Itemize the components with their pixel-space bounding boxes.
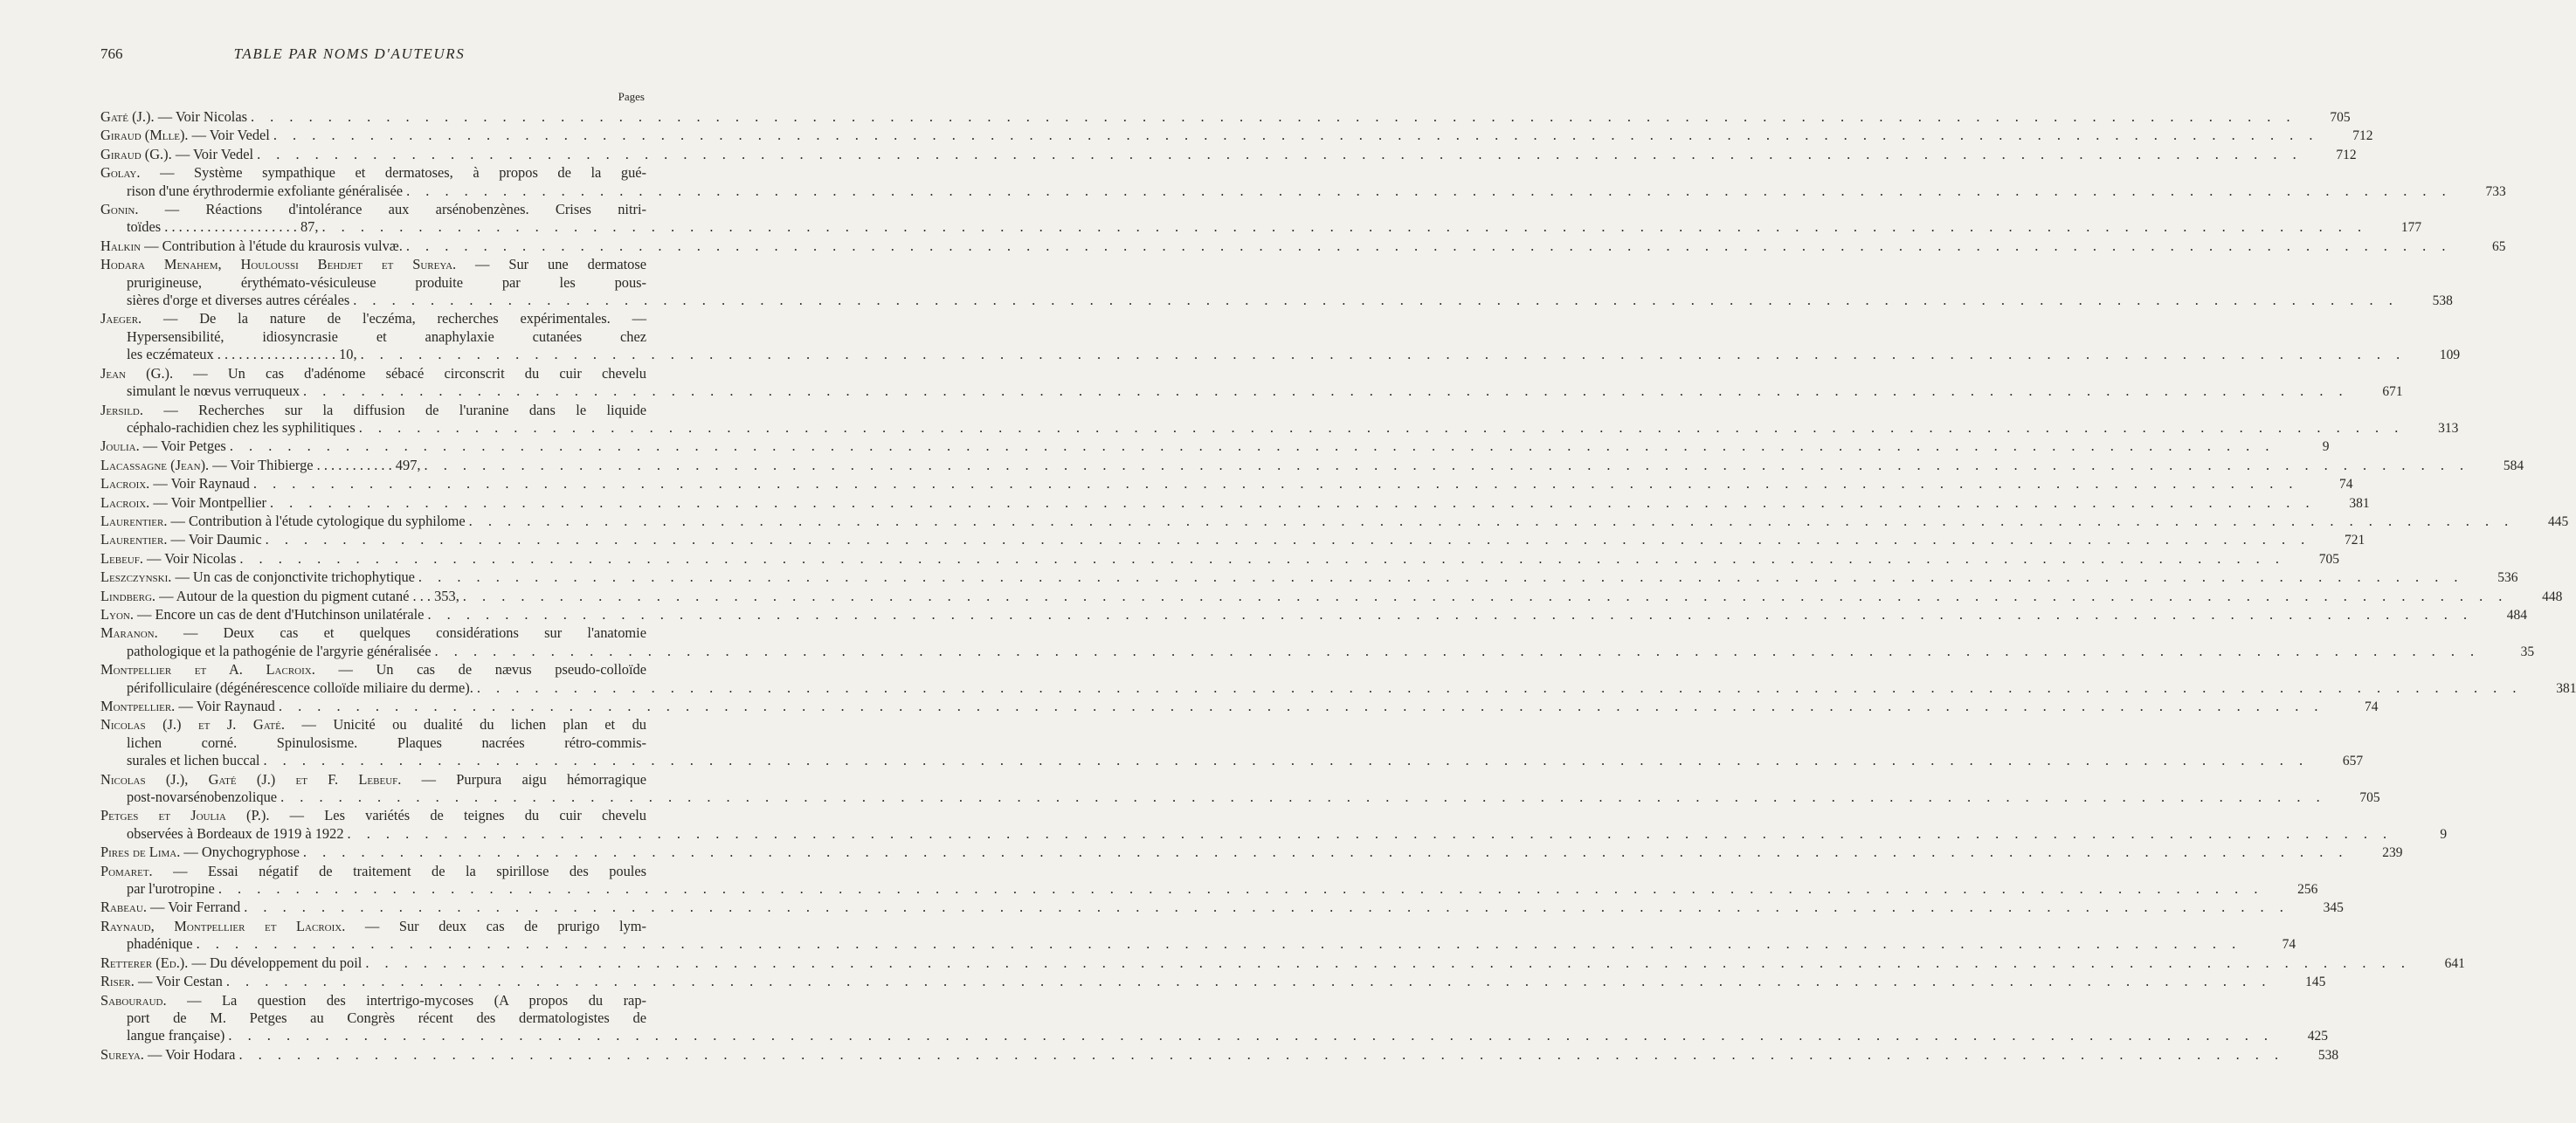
pages-column-label: Pages: [618, 90, 645, 103]
index-entry: [100, 587, 2563, 606]
page-reference: 448: [2542, 589, 2563, 604]
page-reference: 256: [2297, 882, 2318, 898]
entry-text: Laurentier. — Voir Daumic: [100, 531, 262, 548]
index-entry: [100, 973, 2326, 991]
dot-leaders: [365, 954, 2411, 972]
dot-leaders: [239, 550, 2285, 568]
dot-leaders: [280, 789, 2326, 806]
page-reference: 74: [2282, 937, 2296, 953]
page-reference: 74: [2364, 699, 2379, 714]
page-reference: 536: [2497, 570, 2518, 586]
author-name: Pires de Lima.: [100, 844, 181, 861]
dot-leaders: [218, 880, 2264, 898]
dot-leaders: [477, 679, 2523, 697]
entry-continuation-line: [100, 292, 2453, 310]
dot-leaders: [427, 606, 2473, 624]
entry-text: Leszczynski. — Un cas de conjonctivite trichophytique: [100, 568, 415, 586]
entry-text: Gaté (J.). — Voir Nicolas: [100, 108, 247, 125]
entry-text: Nicolas (J.), Gaté (J.) et F. Lebeuf. — Purpura aigu hémorragique: [100, 770, 646, 788]
entry-first-line: [100, 954, 2465, 973]
entry-first-line: [100, 624, 646, 642]
entry-first-line: [100, 531, 2365, 549]
entry-text: Riser. — Voir Cestan: [100, 973, 223, 990]
index-entry: [100, 531, 2365, 549]
entry-continuation-line: [100, 182, 2506, 201]
entry-text: prurigineuse, érythémato-vésiculeuse produite par les pous-: [127, 273, 646, 291]
index-entry: [100, 456, 2524, 475]
index-entry: [100, 844, 2403, 862]
entry-text: toïdes . . . . . . . . . . . . . . . . . . . 87,: [127, 218, 319, 236]
dot-leaders: [425, 457, 2470, 474]
entry-continuation-line: [100, 1027, 2328, 1045]
dot-leaders: [257, 146, 2303, 163]
entry-text: périfolliculaire (dégénérescence colloïde miliaire du derme).: [127, 679, 473, 696]
entry-continuation-line: [100, 382, 2403, 401]
dot-leaders: [361, 346, 2407, 363]
index-entry: [100, 568, 2518, 587]
index-entry: [100, 475, 2353, 493]
entry-text: Jaeger. — De la nature de l'eczéma, recherches expérimentales. —: [100, 310, 646, 327]
index-entry: [100, 1045, 2339, 1064]
dot-leaders: [244, 899, 2289, 916]
author-name: Riser.: [100, 973, 135, 990]
author-name: Laurentier.: [100, 512, 168, 529]
entry-first-line: [100, 661, 646, 679]
index-entry: [100, 698, 2379, 716]
page-reference: 345: [2323, 900, 2344, 916]
page-reference: 712: [2336, 147, 2357, 162]
entry-first-line: [100, 365, 646, 382]
page-reference: 381: [2349, 495, 2370, 511]
author-name: Lacassagne (Jean).: [100, 456, 210, 473]
author-name: Raynaud, Montpellier et Lacroix.: [100, 917, 346, 934]
dot-leaders: [230, 437, 2276, 455]
index-entry: [100, 364, 2403, 402]
entry-text: phadénique: [127, 935, 193, 953]
entry-continuation-line: [100, 752, 2364, 770]
page-header: [100, 45, 598, 68]
author-name: Petges et Joulia (P.).: [100, 807, 270, 824]
page-reference: 538: [2432, 293, 2453, 309]
author-name: Lacroix.: [100, 475, 150, 493]
entry-text: par l'urotropine: [127, 880, 215, 898]
entry-text: Jean (G.). — Un cas d'adénome sébacé circonscrit du cuir chevelu: [100, 364, 646, 382]
entry-text: Pires de Lima. — Onychogryphose: [100, 844, 300, 861]
index-entry: [100, 493, 2370, 513]
index-entry: [100, 917, 2296, 954]
entry-text: Laurentier. — Contribution à l'étude cytologique du syphilome: [100, 512, 466, 529]
index-entry: [100, 862, 2318, 899]
page-reference: 641: [2444, 955, 2465, 971]
page-reference: 721: [2345, 533, 2365, 548]
author-name: Joulia.: [100, 437, 140, 455]
page-reference: 381: [2556, 680, 2576, 696]
dot-leaders: [435, 643, 2481, 660]
page-reference: 705: [2330, 110, 2351, 125]
page-reference: 733: [2485, 183, 2506, 199]
dot-leaders: [251, 108, 2296, 126]
entry-text: lichen corné. Spinulosisme. Plaques nacrées rétro-commis-: [127, 734, 646, 751]
page-reference: 712: [2352, 128, 2373, 144]
entry-first-line: [100, 237, 2506, 256]
author-name: Golay.: [100, 164, 141, 182]
entry-text: Hodara Menahem, Houloussi Behdjet et Sureya. — Sur une dermatose: [100, 256, 646, 273]
entry-first-line: [100, 475, 2353, 493]
entry-first-line: [100, 549, 2339, 568]
author-name: Giraud (G.).: [100, 145, 172, 162]
author-name: Maranon.: [100, 624, 158, 642]
page-reference: 35: [2520, 644, 2535, 659]
author-name: Gaté (J.).: [100, 108, 155, 125]
entry-first-line: [100, 807, 646, 824]
entry-first-line: [100, 973, 2326, 991]
author-name: Retterer (Ed.).: [100, 954, 189, 971]
entry-continuation-line: [100, 789, 2380, 807]
entry-text: Rabeau. — Voir Ferrand: [100, 899, 241, 916]
entry-text: Gonin. — Réactions d'intolérance aux arsénobenzènes. Crises nitri-: [100, 201, 646, 218]
author-name: Halkin: [100, 237, 142, 254]
entry-first-line: [100, 201, 646, 218]
dot-leaders: [263, 752, 2309, 769]
entry-text: Giraud (G.). — Voir Vedel: [100, 145, 254, 162]
page-reference: 145: [2305, 975, 2326, 990]
entry-continuation-line: [100, 935, 2296, 954]
author-name: Rabeau.: [100, 899, 147, 916]
author-name: Montpellier et A. Lacroix.: [100, 661, 315, 679]
entry-text: Retterer (Ed.). — Du développement du poil: [100, 954, 363, 971]
page-reference: 65: [2491, 238, 2506, 254]
entry-first-line: [100, 771, 646, 789]
index-entry: [100, 770, 2380, 808]
entry-text: Raynaud, Montpellier et Lacroix. — Sur deux cas de prurigo lym-: [100, 917, 646, 934]
author-name: Lindberg.: [100, 587, 155, 604]
index-entry: [100, 127, 2373, 145]
index-entry: [100, 661, 2576, 698]
entry-first-line: [100, 716, 646, 734]
page-reference: 239: [2382, 845, 2403, 861]
index-entry: [100, 108, 2351, 127]
page-reference: 425: [2307, 1029, 2328, 1044]
entry-text: Hypersensibilité, idiosyncrasie et anaphylaxie cutanées chez: [127, 327, 646, 345]
dot-leaders: [418, 568, 2464, 586]
author-name: Giraud (Mlle).: [100, 127, 189, 144]
author-name: Lyon.: [100, 605, 134, 623]
author-name: Gonin.: [100, 201, 139, 218]
dot-leaders: [226, 973, 2272, 990]
entry-first-line: [100, 899, 2344, 917]
index-entry: [100, 807, 2448, 844]
entry-first-line: [100, 863, 646, 880]
index-entry: [100, 899, 2344, 917]
page-reference: 705: [2359, 790, 2380, 806]
author-name: Jean (G.).: [100, 364, 174, 382]
entry-continuation-line: [100, 328, 646, 346]
index-entry: [100, 624, 2535, 661]
entry-continuation-line: [100, 346, 2461, 364]
author-name: Sureya.: [100, 1045, 144, 1063]
entry-first-line: [100, 145, 2357, 164]
index-entry: [100, 164, 2506, 201]
entry-first-line: [100, 437, 2330, 456]
entry-text: Giraud (Mlle). — Voir Vedel: [100, 127, 270, 144]
dot-leaders: [406, 183, 2452, 200]
page-reference: 9: [2322, 439, 2330, 455]
dot-leaders: [463, 588, 2509, 605]
entry-text: Golay. — Système sympathique et dermatoses, à propos de la gué-: [100, 164, 646, 182]
entry-continuation-line: [100, 418, 2459, 437]
page-reference: 538: [2317, 1047, 2339, 1063]
entry-text: Lindberg. — Autour de la question du pigment cutané . . . 353,: [100, 587, 459, 604]
entry-text: sières d'orge et diverses autres céréales: [127, 292, 350, 309]
entry-first-line: [100, 605, 2528, 624]
entry-text: Petges et Joulia (P.). — Les variétés de teignes du cuir chevelu: [100, 807, 646, 824]
running-title: TABLE PAR NOMS D'AUTEURS: [233, 45, 466, 62]
page-reference: 177: [2400, 220, 2422, 236]
index-entry: [100, 401, 2459, 438]
dot-leaders: [469, 513, 2515, 530]
entry-first-line: [100, 493, 2370, 513]
entry-text: pathologique et la pathogénie de l'argyrie généralisée: [127, 642, 432, 659]
author-name: Nicolas (J.), Gaté (J.) et F. Lebeuf.: [100, 770, 402, 788]
index-entry: [100, 991, 2328, 1046]
entry-text: Nicolas (J.) et J. Gaté. — Unicité ou dualité du lichen plan et du: [100, 716, 647, 734]
author-index-list: [100, 108, 2576, 1064]
entry-first-line: [100, 918, 646, 935]
dot-leaders: [303, 382, 2349, 400]
entry-continuation-line: [100, 824, 2448, 844]
dot-leaders: [279, 698, 2324, 715]
entry-text: Jersild. — Recherches sur la diffusion de l'uranine dans le liquide: [100, 401, 646, 418]
entry-continuation-line: [100, 679, 2576, 698]
index-entry: [100, 716, 2364, 770]
index-entry: [100, 310, 2461, 364]
dot-leaders: [197, 935, 2242, 953]
entry-text: Lebeuf. — Voir Nicolas: [100, 549, 237, 567]
entry-text: Joulia. — Voir Petges: [100, 437, 226, 455]
entry-text: Montpellier et A. Lacroix. — Un cas de nævus pseudo-colloïde: [100, 661, 646, 679]
author-name: Leszczynski.: [100, 568, 172, 586]
entry-text: céphalo-rachidien chez les syphilitiques: [127, 418, 356, 436]
entry-text: port de M. Petges au Congrès récent des dermatologistes de: [127, 1009, 646, 1026]
index-entry: [100, 256, 2453, 310]
entry-text: Maranon. — Deux cas et quelques considérations sur l'anatomie: [100, 624, 646, 642]
author-name: Lacroix.: [100, 493, 150, 511]
index-entry: [100, 512, 2569, 531]
page-reference: 445: [2548, 513, 2569, 529]
entry-first-line: [100, 164, 646, 182]
entry-continuation-line: [100, 880, 2318, 899]
entry-text: Sabouraud. — La question des intertrigo-mycoses (A propos du rap-: [100, 991, 646, 1009]
entry-continuation-line: [100, 218, 2422, 237]
author-name: Pomaret.: [100, 862, 153, 879]
entry-first-line: [100, 456, 2524, 475]
author-name: Montpellier.: [100, 698, 176, 714]
author-name: Hodara Menahem, Houloussi Behdjet et Sureya.: [100, 256, 457, 273]
dot-leaders: [353, 292, 2399, 309]
entry-text: rison d'une érythrodermie exfoliante généralisée: [127, 182, 404, 199]
page-reference: 657: [2342, 754, 2364, 769]
dot-leaders: [238, 1046, 2284, 1064]
entry-first-line: [100, 992, 646, 1009]
entry-continuation-line: [100, 274, 646, 292]
index-entry: [100, 437, 2330, 456]
entry-text: Montpellier. — Voir Raynaud: [100, 698, 275, 714]
dot-leaders: [359, 419, 2405, 437]
index-entry: [100, 605, 2528, 624]
page-reference: 109: [2439, 348, 2461, 363]
dot-leaders: [270, 494, 2316, 512]
author-name: Laurentier.: [100, 531, 168, 548]
dot-leaders: [321, 218, 2367, 236]
entry-text: Pomaret. — Essai négatif de traitement de la spirillose des poules: [100, 862, 646, 879]
entry-first-line: [100, 402, 646, 419]
page-reference: 9: [2440, 826, 2448, 842]
entry-continuation-line: [100, 1009, 646, 1027]
entry-text: langue française): [127, 1027, 225, 1044]
entry-text: les eczémateux . . . . . . . . . . . . . . . . . 10,: [127, 346, 357, 363]
dot-leaders: [348, 825, 2393, 843]
entry-first-line: [100, 512, 2569, 531]
entry-first-line: [100, 844, 2403, 862]
entry-first-line: [100, 698, 2379, 716]
page-reference: 705: [2318, 551, 2339, 567]
entry-text: simulant le nœvus verruqueux: [127, 382, 300, 400]
page-reference: 671: [2382, 384, 2403, 400]
page-number: 766: [100, 45, 123, 62]
dot-leaders: [406, 238, 2452, 255]
author-name: Lebeuf.: [100, 549, 143, 567]
page-reference: 484: [2506, 607, 2528, 623]
index-entry: [100, 954, 2465, 973]
page-reference: 74: [2338, 477, 2353, 493]
entry-text: Halkin — Contribution à l'étude du kraurosis vulvæ.: [100, 237, 403, 254]
entry-text: Lacassagne (Jean). — Voir Thibierge . . . . . . . . . . . 497,: [100, 456, 421, 473]
entry-text: observées à Bordeaux de 1919 à 1922: [127, 824, 344, 842]
entry-first-line: [100, 568, 2518, 587]
index-entry: [100, 549, 2339, 568]
entry-first-line: [100, 310, 646, 327]
page-reference: 584: [2503, 458, 2524, 473]
entry-first-line: [100, 587, 2563, 606]
dot-leaders: [273, 127, 2319, 144]
entry-text: Lacroix. — Voir Montpellier: [100, 493, 266, 511]
dot-leaders: [266, 531, 2311, 548]
entry-text: Lacroix. — Voir Raynaud: [100, 475, 250, 493]
author-name: Nicolas (J.) et J. Gaté.: [100, 716, 285, 734]
dot-leaders: [228, 1027, 2274, 1044]
entry-continuation-line: [100, 642, 2535, 661]
index-entry: [100, 237, 2506, 256]
entry-first-line: [100, 127, 2373, 145]
entry-text: post-novarsénobenzolique: [127, 789, 278, 806]
entry-text: Lyon. — Encore un cas de dent d'Hutchinson unilatérale: [100, 605, 425, 623]
entry-first-line: [100, 108, 2351, 127]
dot-leaders: [253, 475, 2299, 493]
page-reference: 313: [2438, 420, 2459, 436]
index-entry: [100, 201, 2422, 238]
index-entry: [100, 145, 2357, 164]
dot-leaders: [303, 844, 2349, 861]
author-name: Sabouraud.: [100, 991, 167, 1009]
entry-first-line: [100, 1045, 2339, 1064]
entry-text: surales et lichen buccal: [127, 752, 260, 769]
entry-first-line: [100, 256, 646, 273]
author-name: Jaeger.: [100, 310, 142, 327]
entry-continuation-line: [100, 734, 646, 752]
author-name: Jersild.: [100, 401, 143, 418]
entry-text: Sureya. — Voir Hodara: [100, 1045, 236, 1063]
